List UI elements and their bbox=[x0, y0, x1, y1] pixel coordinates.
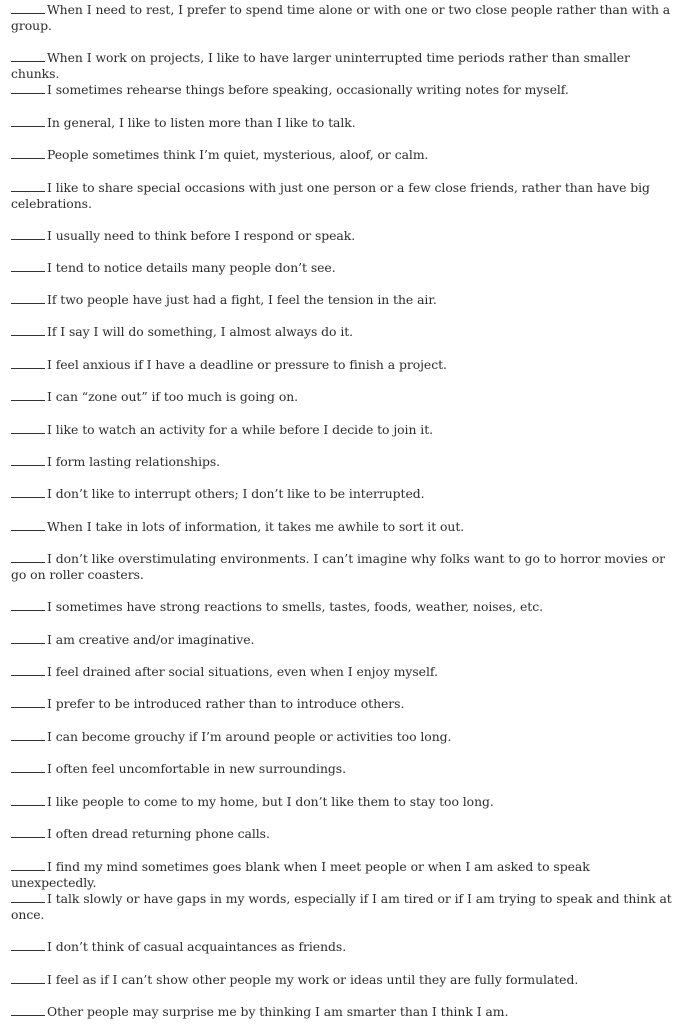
questionnaire-item bbox=[11, 519, 673, 535]
answer-blank[interactable] bbox=[11, 293, 45, 304]
answer-blank[interactable] bbox=[11, 83, 45, 94]
answer-blank[interactable] bbox=[11, 51, 45, 62]
item-text: In general, I like to listen more than I like to talk. bbox=[47, 115, 356, 130]
questionnaire-item bbox=[11, 599, 673, 615]
questionnaire-item bbox=[11, 972, 673, 988]
answer-blank[interactable] bbox=[11, 181, 45, 192]
questionnaire-item bbox=[11, 180, 673, 212]
answer-blank[interactable] bbox=[11, 795, 45, 806]
questionnaire-item bbox=[11, 761, 673, 777]
questionnaire-item bbox=[11, 794, 673, 810]
item-text: I don’t like to interrupt others; I don’t like to be interrupted. bbox=[47, 486, 425, 501]
item-text: When I take in lots of information, it takes me awhile to sort it out. bbox=[47, 519, 465, 534]
item-text: If I say I will do something, I almost always do it. bbox=[47, 324, 354, 339]
item-text: I sometimes have strong reactions to smells, tastes, foods, weather, noises, etc. bbox=[47, 599, 543, 614]
item-text: I often dread returning phone calls. bbox=[47, 826, 270, 841]
item-text: I can “zone out” if too much is going on. bbox=[47, 389, 299, 404]
answer-blank[interactable] bbox=[11, 487, 45, 498]
answer-blank[interactable] bbox=[11, 827, 45, 838]
item-text: I don’t like overstimulating environments. I can’t imagine why folks want to go to horror movies or go on roller coasters. bbox=[11, 551, 665, 582]
questionnaire-item bbox=[11, 486, 673, 502]
answer-blank[interactable] bbox=[11, 973, 45, 984]
answer-blank[interactable] bbox=[11, 261, 45, 272]
questionnaire-item bbox=[11, 115, 673, 131]
questionnaire-item bbox=[11, 859, 673, 891]
item-text: When I work on projects, I like to have larger uninterrupted time periods rather than smaller chunks. bbox=[11, 50, 630, 81]
item-text: I am creative and/or imaginative. bbox=[47, 632, 255, 647]
answer-blank[interactable] bbox=[11, 229, 45, 240]
item-text: I sometimes rehearse things before speaking, occasionally writing notes for myself. bbox=[47, 82, 569, 97]
item-text: I feel as if I can’t show other people my work or ideas until they are fully formulated. bbox=[47, 972, 579, 987]
item-text: People sometimes think I’m quiet, mysterious, aloof, or calm. bbox=[47, 147, 429, 162]
item-text: I don’t think of casual acquaintances as friends. bbox=[47, 939, 347, 954]
questionnaire-item bbox=[11, 551, 673, 583]
item-text: I like people to come to my home, but I don’t like them to stay too long. bbox=[47, 794, 494, 809]
questionnaire-item bbox=[11, 2, 673, 34]
item-text: I usually need to think before I respond or speak. bbox=[47, 228, 356, 243]
questionnaire-item bbox=[11, 292, 673, 308]
answer-blank[interactable] bbox=[11, 552, 45, 563]
questionnaire-item bbox=[11, 422, 673, 438]
answer-blank[interactable] bbox=[11, 762, 45, 773]
questionnaire-item bbox=[11, 228, 673, 244]
questionnaire-item bbox=[11, 82, 673, 98]
item-text: Other people may surprise me by thinking I am smarter than I think I am. bbox=[47, 1004, 509, 1019]
answer-blank[interactable] bbox=[11, 697, 45, 708]
answer-blank[interactable] bbox=[11, 860, 45, 871]
answer-blank[interactable] bbox=[11, 148, 45, 159]
item-text: I like to share special occasions with just one person or a few close friends, rather than have big celebrations. bbox=[11, 180, 650, 211]
item-text: I like to watch an activity for a while before I decide to join it. bbox=[47, 422, 434, 437]
answer-blank[interactable] bbox=[11, 116, 45, 127]
item-text: I find my mind sometimes goes blank when I meet people or when I am asked to speak unexpectedly. bbox=[11, 859, 590, 890]
answer-blank[interactable] bbox=[11, 390, 45, 401]
item-text: When I need to rest, I prefer to spend time alone or with one or two close people rather than with a group. bbox=[11, 2, 671, 33]
answer-blank[interactable] bbox=[11, 1005, 45, 1016]
answer-blank[interactable] bbox=[11, 892, 45, 903]
questionnaire-item bbox=[11, 729, 673, 745]
questionnaire-item bbox=[11, 696, 673, 712]
questionnaire-item bbox=[11, 454, 673, 470]
item-text: I can become grouchy if I’m around people or activities too long. bbox=[47, 729, 452, 744]
answer-blank[interactable] bbox=[11, 665, 45, 676]
questionnaire-item bbox=[11, 891, 673, 923]
answer-blank[interactable] bbox=[11, 730, 45, 741]
item-text: I talk slowly or have gaps in my words, especially if I am tired or if I am trying to speak and think at once. bbox=[11, 891, 672, 922]
answer-blank[interactable] bbox=[11, 3, 45, 14]
questionnaire-item bbox=[11, 664, 673, 680]
item-text: If two people have just had a fight, I feel the tension in the air. bbox=[47, 292, 437, 307]
item-text: I form lasting relationships. bbox=[47, 454, 221, 469]
item-text: I often feel uncomfortable in new surroundings. bbox=[47, 761, 346, 776]
questionnaire-item bbox=[11, 1004, 673, 1020]
questionnaire-item bbox=[11, 147, 673, 163]
item-text: I prefer to be introduced rather than to introduce others. bbox=[47, 696, 405, 711]
answer-blank[interactable] bbox=[11, 423, 45, 434]
questionnaire-item bbox=[11, 826, 673, 842]
answer-blank[interactable] bbox=[11, 455, 45, 466]
questionnaire-item bbox=[11, 389, 673, 405]
answer-blank[interactable] bbox=[11, 940, 45, 951]
questionnaire-item bbox=[11, 260, 673, 276]
item-text: I feel drained after social situations, even when I enjoy myself. bbox=[47, 664, 438, 679]
answer-blank[interactable] bbox=[11, 633, 45, 644]
answer-blank[interactable] bbox=[11, 600, 45, 611]
questionnaire-item bbox=[11, 324, 673, 340]
questionnaire-item bbox=[11, 357, 673, 373]
questionnaire-item bbox=[11, 50, 673, 82]
questionnaire-item bbox=[11, 939, 673, 955]
answer-blank[interactable] bbox=[11, 358, 45, 369]
answer-blank[interactable] bbox=[11, 325, 45, 336]
answer-blank[interactable] bbox=[11, 520, 45, 531]
questionnaire-item bbox=[11, 632, 673, 648]
item-text: I tend to notice details many people don’t see. bbox=[47, 260, 336, 275]
item-text: I feel anxious if I have a deadline or pressure to finish a project. bbox=[47, 357, 447, 372]
